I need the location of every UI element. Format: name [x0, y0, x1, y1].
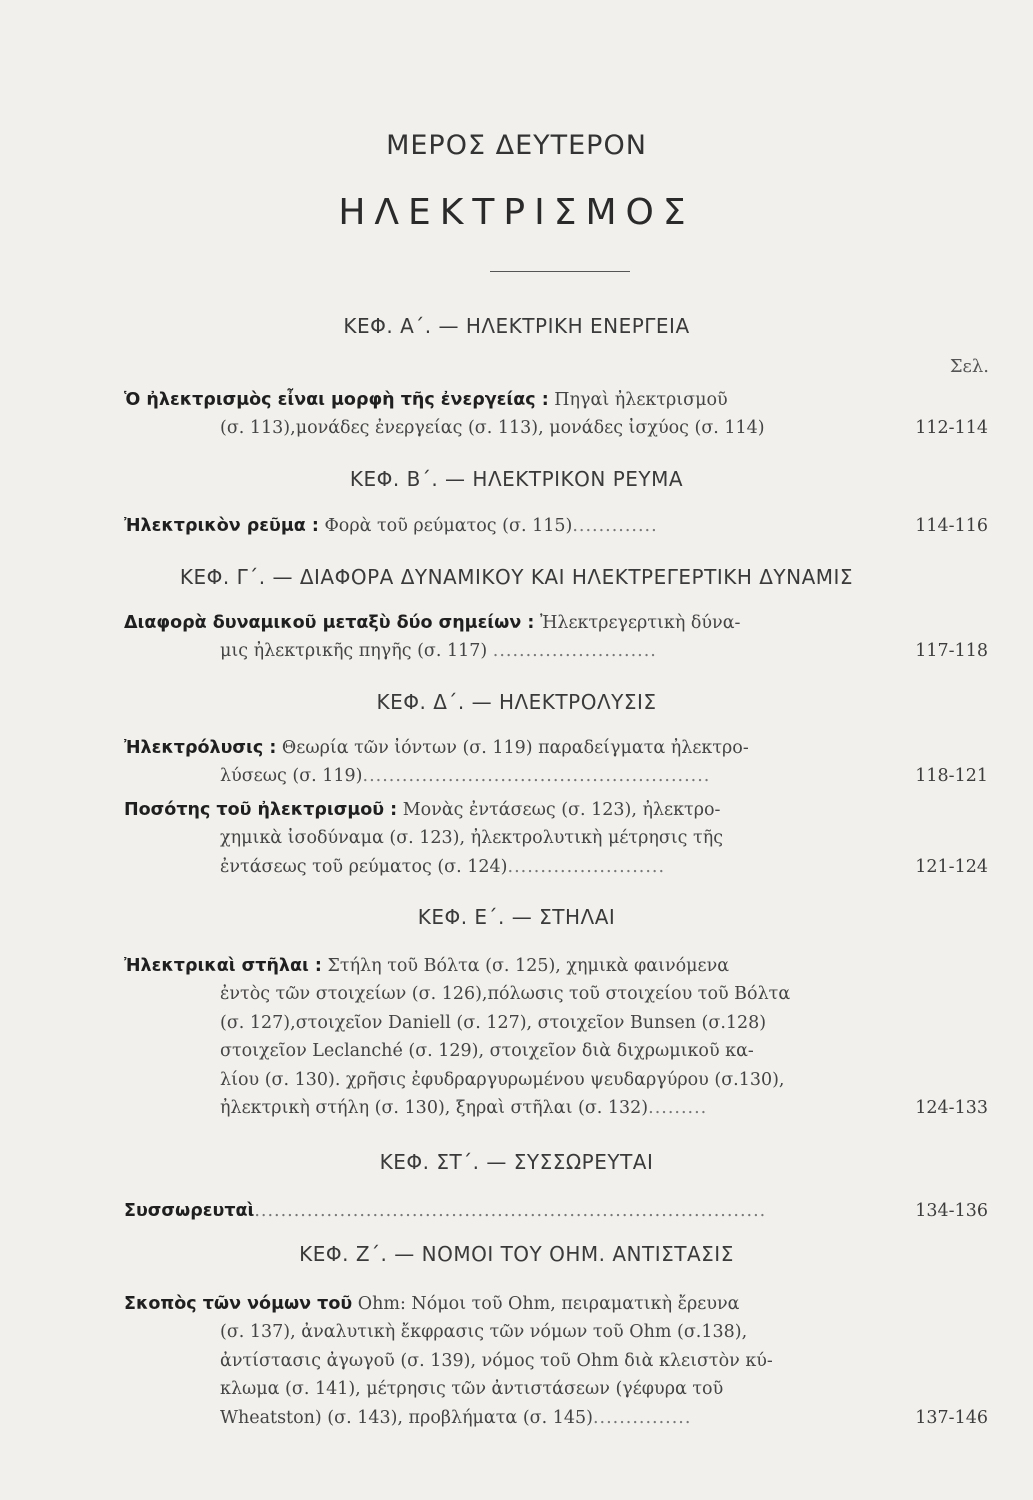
page-range: 134-136	[911, 1197, 988, 1225]
chapter-heading: ΚΕΦ. Γ΄. — ΔΙΑΦΟΡΑ ΔΥΝΑΜΙΚΟΥ ΚΑΙ ΗΛΕΚΤΡΕΓΕΡΤΙΚΗ ΔΥΝΑΜΙΣ	[179, 565, 854, 589]
entry-line	[124, 824, 988, 852]
entry-heading: Ἠλεκτρικαὶ στῆλαι :	[124, 956, 322, 976]
chapter-heading: ΚΕΦ. Β΄. — ΗΛΕΚΤΡΙΚΟΝ ΡΕΥΜΑ	[349, 467, 684, 491]
page-range: 137-146	[911, 1404, 988, 1432]
page-range: 114-116	[911, 512, 988, 540]
entry-heading: Συσσωρευταὶ	[124, 1201, 255, 1221]
entry-text: Ἠλεκτρεγερτικὴ δύνα-	[539, 613, 741, 633]
entry-text: ἠλεκτρικὴ στήλη (σ. 130), ξηραὶ στῆλαι (σ. 132)	[220, 1097, 649, 1118]
entry-line	[124, 1066, 988, 1094]
entry-text: λίου (σ. 130). χρῆσις ἐφυδραργυρωμένου ψευδαργύρου (σ.130),	[220, 1069, 785, 1090]
entry-text: ἀντίστασις ἀγωγοῦ (σ. 139), νόμος τοῦ Ohm διὰ κλειστὸν κύ-	[220, 1350, 773, 1371]
entry-text: λύσεως (σ. 119)	[220, 766, 363, 787]
dot-leader: ........................	[507, 856, 666, 877]
chapter-heading: ΚΕΦ. Α΄. — ΗΛΕΚΤΡΙΚΗ ΕΝΕΡΓΕΙΑ	[343, 314, 690, 338]
entry-text: Στήλη τοῦ Βόλτα (σ. 125), χημικὰ φαινόμενα	[327, 956, 730, 976]
entry-line	[124, 1094, 988, 1122]
entry-heading: Ὁ ἠλεκτρισμὸς εἶναι μορφὴ τῆς ἐνεργείας :	[124, 390, 549, 410]
toc-entry	[124, 386, 988, 443]
entry-heading: Ἠλεκτρικὸν ρεῦμα :	[124, 516, 319, 536]
toc-entry	[124, 512, 988, 540]
entry-line	[124, 734, 988, 762]
entry-line	[124, 1197, 988, 1225]
entry-text: μις ἠλεκτρικῆς πηγῆς (σ. 117)	[220, 641, 488, 662]
entry-line	[124, 637, 988, 665]
entry-text: ἐντὸς τῶν στοιχείων (σ. 126),πόλωσις τοῦ στοιχείου τοῦ Βόλτα	[220, 984, 791, 1005]
dot-leader: .........................	[492, 641, 657, 662]
entry-line	[124, 1009, 988, 1037]
entry-line	[124, 1404, 988, 1432]
toc-entry	[124, 609, 988, 666]
entry-text: Φορὰ τοῦ ρεύματος (σ. 115)	[324, 516, 573, 536]
entry-line	[124, 386, 988, 414]
dot-leader: .....................................................	[362, 766, 711, 787]
entry-text: Wheatston) (σ. 143), προβλήματα (σ. 145)	[220, 1407, 593, 1428]
page-range: 117-118	[911, 637, 988, 665]
page-range: 118-121	[911, 762, 988, 790]
toc-entry	[124, 796, 988, 881]
entry-text: Ohm: Νόμοι τοῦ Ohm, πειραματικὴ ἔρευνα	[357, 1294, 740, 1314]
title-divider	[490, 271, 630, 272]
entry-heading: Διαφορὰ δυναμικοῦ μεταξὺ δύο σημείων :	[124, 613, 535, 633]
page-column-label: Σελ.	[949, 356, 989, 377]
dot-leader: ..............................................................................	[254, 1201, 767, 1221]
part-heading: ΜΕΡΟΣ ΔΕΥΤΕΡΟΝ	[386, 130, 647, 161]
entry-line	[124, 1037, 988, 1065]
chapter-heading: ΚΕΦ. Ζ΄. — ΝΟΜΟΙ ΤΟΥ ΟΗΜ. ΑΝΤΙΣΤΑΣΙΣ	[299, 1242, 734, 1266]
dot-leader: .............	[572, 516, 658, 536]
entry-line	[124, 1347, 988, 1375]
chapter-heading: ΚΕΦ. Δ΄. — ΗΛΕΚΤΡΟΛΥΣΙΣ	[376, 690, 657, 714]
entry-line	[124, 980, 988, 1008]
toc-entry	[124, 1290, 988, 1432]
entry-text: ἐντάσεως τοῦ ρεύματος (σ. 124)	[220, 856, 508, 877]
entry-heading: Σκοπὸς τῶν νόμων τοῦ	[124, 1294, 353, 1314]
toc-entry	[124, 1197, 988, 1225]
entry-line	[124, 414, 988, 442]
entry-text: κλωμα (σ. 141), μέτρησις τῶν ἀντιστάσεων (γέφυρα τοῦ	[220, 1379, 724, 1400]
entry-text: στοιχεῖον Leclanché (σ. 129), στοιχεῖον διὰ διχρωμικοῦ κα-	[220, 1041, 754, 1062]
entry-line	[124, 1318, 988, 1346]
chapter-heading: ΚΕΦ. ΣΤ΄. — ΣΥΣΣΩΡΕΥΤΑΙ	[379, 1150, 654, 1174]
page-range: 112-114	[911, 414, 988, 442]
entry-text: Πηγαὶ ἠλεκτρισμοῦ	[554, 390, 728, 410]
entry-text: Θεωρία τῶν ἰόντων (σ. 119) παραδείγματα ἠλεκτρο-	[281, 738, 749, 758]
entry-heading: Ἠλεκτρόλυσις :	[124, 738, 277, 758]
chapter-heading: ΚΕΦ. Ε΄. — ΣΤΗΛΑΙ	[417, 905, 616, 929]
entry-line	[124, 1375, 988, 1403]
entry-text: (σ. 127),στοιχεῖον Daniell (σ. 127), στοιχεῖον Bunsen (σ.128)	[220, 1012, 767, 1033]
toc-entry	[124, 734, 988, 791]
entry-line	[124, 952, 988, 980]
dot-leader: .........	[648, 1097, 708, 1118]
entry-text: Μονὰς ἐντάσεως (σ. 123), ἠλεκτρο-	[402, 800, 721, 820]
toc-entry	[124, 952, 988, 1122]
entry-text: χημικὰ ἰσοδύναμα (σ. 123), ἠλεκτρολυτικὴ μέτρησις τῆς	[220, 828, 723, 849]
entry-line	[124, 609, 988, 637]
entry-line	[124, 796, 988, 824]
entry-text: (σ. 113),μονάδες ἐνεργείας (σ. 113), μονάδες ἰσχύος (σ. 114)	[220, 418, 765, 439]
entry-line	[124, 853, 988, 881]
entry-line	[124, 762, 988, 790]
entry-text: (σ. 137), ἀναλυτικὴ ἔκφρασις τῶν νόμων τοῦ Ohm (σ.138),	[220, 1322, 748, 1343]
entry-line	[124, 1290, 988, 1318]
entry-heading: Ποσότης τοῦ ἠλεκτρισμοῦ :	[124, 800, 398, 820]
dot-leader: ...............	[592, 1407, 692, 1428]
part-title: ΗΛΕΚΤΡΙΣΜΟΣ	[338, 192, 695, 233]
page-range: 124-133	[911, 1094, 988, 1122]
page-range: 121-124	[911, 853, 988, 881]
entry-line	[124, 512, 988, 540]
